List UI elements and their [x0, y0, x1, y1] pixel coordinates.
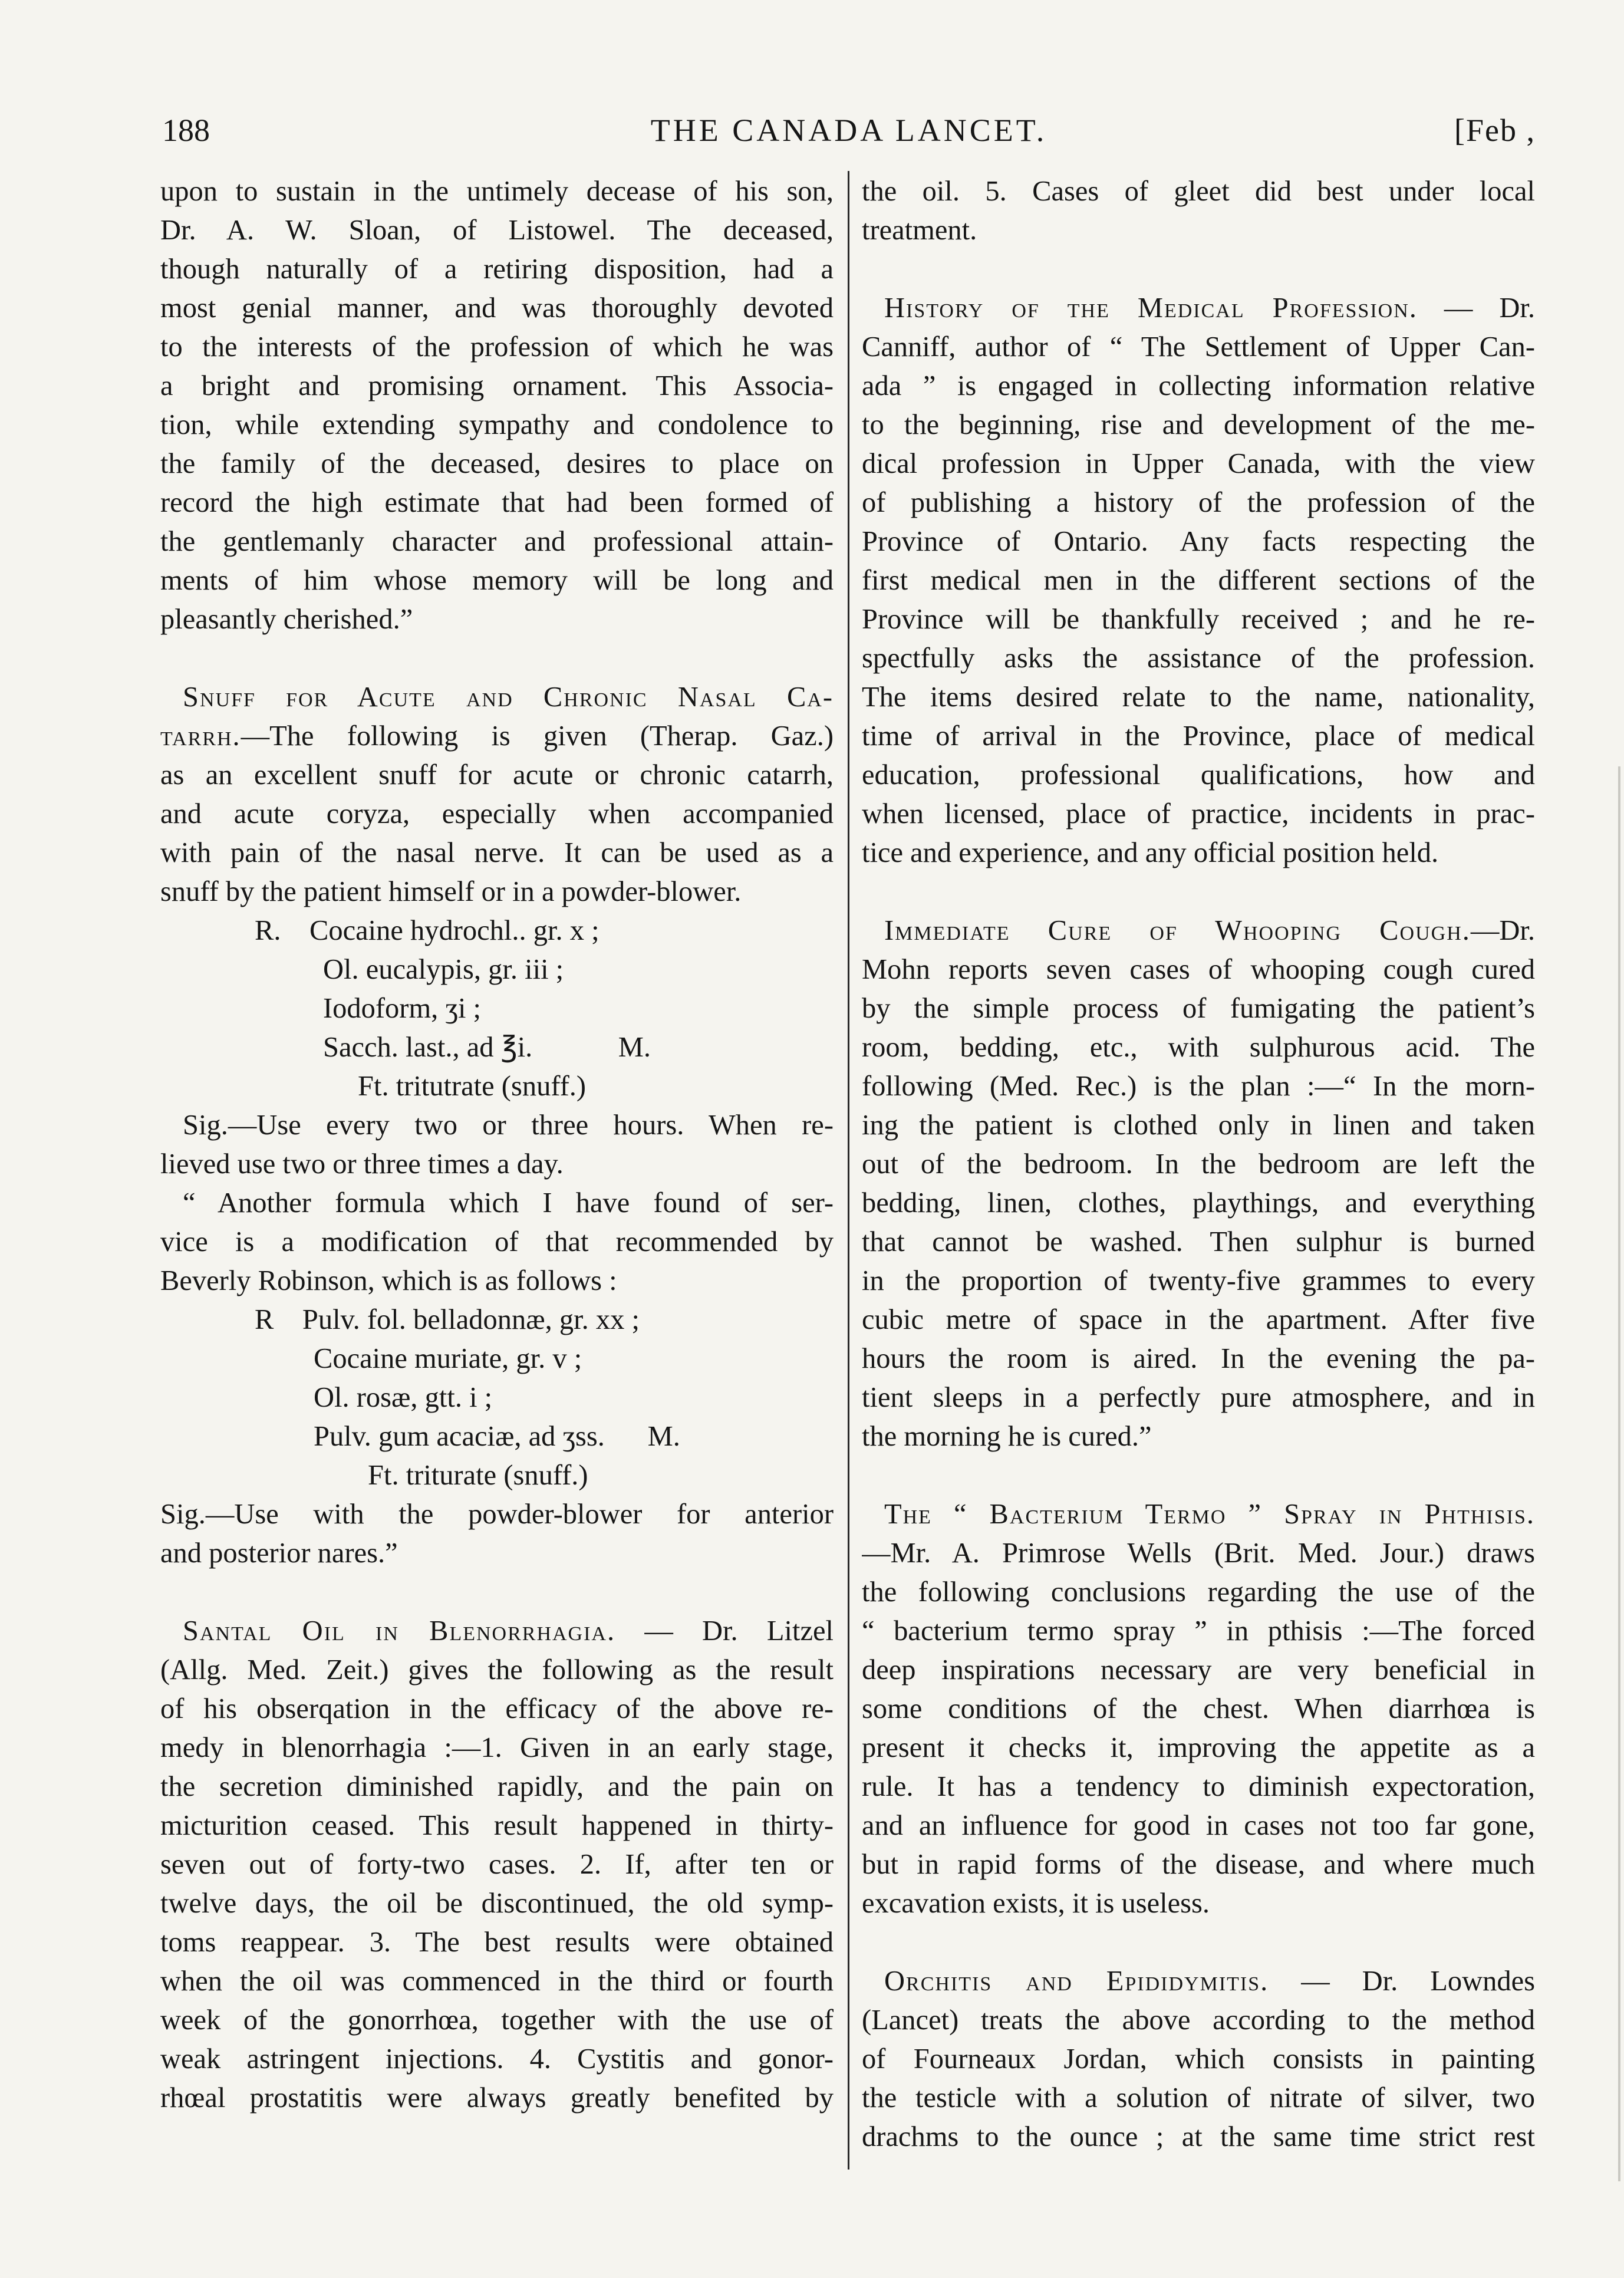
text-line [160, 911, 834, 950]
paragraph-gap [862, 873, 1535, 911]
text-line [160, 172, 834, 211]
line-text: Beverly Robinson, which is as follows : [160, 1265, 617, 1296]
text-line [160, 1184, 834, 1223]
text-line [160, 1767, 834, 1806]
line-text: toms reappear. 3. The best results were obtained [160, 1927, 834, 1958]
line-text: ments of him whose memory will be long and [160, 565, 834, 596]
text-line [862, 1767, 1535, 1806]
section-heading: Snuff for Acute and Chronic Nasal Ca- [183, 682, 834, 713]
text-line [160, 2001, 834, 2040]
text-line [160, 1612, 834, 1651]
running-header [162, 112, 1536, 159]
line-text: medy in blenorrhagia :—1. Given in an early stage, [160, 1732, 834, 1763]
line-text: but in rapid forms of the disease, and where much [862, 1849, 1535, 1880]
text-line [160, 678, 834, 717]
text-line [862, 483, 1535, 522]
text-line [862, 1612, 1535, 1651]
text-line [160, 1339, 834, 1378]
line-text: as an excellent snuff for acute or chronic catarrh, [160, 759, 834, 791]
text-line [160, 522, 834, 561]
text-line [160, 1223, 834, 1262]
line-text: seven out of forty-two cases. 2. If, after ten or [160, 1849, 834, 1880]
section-heading: tarrh. [160, 720, 241, 752]
text-line [862, 1301, 1535, 1339]
line-text: Cocaine muriate, gr. v ; [314, 1343, 582, 1374]
text-line [862, 1106, 1535, 1145]
line-text: Province will be thankfully received ; and he re- [862, 604, 1535, 635]
text-line [862, 1145, 1535, 1184]
line-text: treatment. [862, 215, 977, 246]
line-text: of Fourneaux Jordan, which consists in painting [862, 2043, 1535, 2075]
text-line [862, 211, 1535, 250]
paragraph-gap [862, 250, 1535, 289]
text-line [160, 1378, 834, 1417]
text-line [862, 1806, 1535, 1845]
line-text: bedding, linen, clothes, playthings, and everything [862, 1187, 1535, 1219]
column-divider [848, 171, 849, 2170]
line-text: The items desired relate to the name, nationality, [862, 682, 1535, 713]
text-line [862, 1028, 1535, 1067]
text-line [862, 989, 1535, 1028]
line-text: record the high estimate that had been formed of [160, 487, 834, 518]
line-text: rule. It has a tendency to diminish expectoration, [862, 1771, 1535, 1802]
section-heading: Orchitis and Epididymitis. [884, 1966, 1269, 1997]
line-text: when the oil was commenced in the third or fourth [160, 1966, 834, 1997]
text-line [160, 1806, 834, 1845]
line-text: a bright and promising ornament. This Associa- [160, 370, 834, 401]
line-text: Canniff, author of “ The Settlement of Upper Can- [862, 331, 1535, 363]
line-text: —Mr. A. Primrose Wells (Brit. Med. Jour.) draws [862, 1538, 1535, 1569]
line-text: —Dr. [1470, 915, 1535, 946]
line-text: and an influence for good in cases not too far gone, [862, 1810, 1535, 1841]
text-line [862, 1845, 1535, 1884]
line-text: and posterior nares.” [160, 1538, 398, 1569]
line-text: following (Med. Rec.) is the plan :—“ In the morn- [862, 1071, 1535, 1102]
text-line [160, 1729, 834, 1767]
text-line [862, 911, 1535, 950]
line-text: room, bedding, etc., with sulphurous acid. The [862, 1032, 1535, 1063]
text-line [160, 873, 834, 911]
line-text: cubic metre of space in the apartment. After five [862, 1304, 1535, 1335]
line-text: in the proportion of twenty-five grammes to every [862, 1265, 1535, 1296]
line-text: tion, while extending sympathy and condolence to [160, 409, 834, 440]
journal-title: THE CANADA LANCET. [650, 113, 1047, 148]
text-line [862, 1884, 1535, 1923]
line-text: hours the room is aired. In the evening the pa- [862, 1343, 1535, 1374]
paragraph-gap [160, 639, 834, 678]
line-text: lieved use two or three times a day. [160, 1148, 564, 1180]
text-line [160, 289, 834, 328]
line-text: the secretion diminished rapidly, and the pain on [160, 1771, 834, 1802]
line-text: Ol. eucalypis, gr. iii ; [323, 954, 564, 985]
line-text: Dr. A. W. Sloan, of Listowel. The deceased, [160, 215, 834, 246]
text-line [160, 1651, 834, 1690]
line-text: Sig.—Use every two or three hours. When re- [183, 1110, 834, 1141]
line-text: Sig.—Use with the powder-blower for anterior [160, 1499, 834, 1530]
line-text: Province of Ontario. Any facts respecting the [862, 526, 1535, 557]
text-line [862, 1378, 1535, 1417]
paragraph-gap [862, 1923, 1535, 1962]
line-text: some conditions of the chest. When diarrhœa is [862, 1693, 1535, 1724]
text-line [862, 756, 1535, 795]
line-text: “ Another formula which I have found of ser- [183, 1187, 834, 1219]
text-line [160, 367, 834, 406]
text-line [862, 600, 1535, 639]
text-line [862, 834, 1535, 873]
text-line [160, 1301, 834, 1339]
line-text: the family of the deceased, desires to place on [160, 448, 834, 479]
text-line [862, 1417, 1535, 1456]
text-line [160, 1106, 834, 1145]
text-line [160, 950, 834, 989]
text-line [862, 1495, 1535, 1534]
text-line [862, 1184, 1535, 1223]
text-line [862, 1339, 1535, 1378]
text-line [862, 950, 1535, 989]
line-text: — Dr. [1417, 292, 1535, 324]
line-text: dical profession in Upper Canada, with the view [862, 448, 1535, 479]
line-text: Pulv. gum acaciæ, ad ʒss. M. [314, 1421, 680, 1452]
text-line [862, 1262, 1535, 1301]
line-text: Iodoform, ʒi ; [323, 993, 482, 1024]
line-text: the morning he is cured.” [862, 1421, 1152, 1452]
text-line [160, 406, 834, 445]
line-text: tient sleeps in a perfectly pure atmosphere, and in [862, 1382, 1535, 1413]
line-text: R Pulv. fol. belladonnæ, gr. xx ; [255, 1304, 640, 1335]
text-line [160, 1456, 834, 1495]
text-line [862, 1729, 1535, 1767]
line-text: Ol. rosæ, gtt. i ; [314, 1382, 493, 1413]
text-line [160, 717, 834, 756]
line-text: “ bacterium termo spray ” in pthisis :—The forced [862, 1615, 1535, 1647]
text-line [160, 1962, 834, 2001]
line-text: twelve days, the oil be discontinued, the old symp- [160, 1888, 834, 1919]
text-line [862, 639, 1535, 678]
text-line [160, 1417, 834, 1456]
line-text: time of arrival in the Province, place of medical [862, 720, 1535, 752]
text-line [862, 2001, 1535, 2040]
text-line [862, 328, 1535, 367]
text-line [160, 1845, 834, 1884]
left-column [160, 172, 834, 2118]
text-line [862, 2118, 1535, 2157]
text-line [160, 211, 834, 250]
text-line [862, 795, 1535, 834]
text-line [862, 289, 1535, 328]
text-line [862, 717, 1535, 756]
line-text: micturition ceased. This result happened in thirty- [160, 1810, 834, 1841]
text-line [862, 367, 1535, 406]
text-line [160, 1067, 834, 1106]
section-heading: Santal Oil in Blenorrhagia. [183, 1615, 616, 1647]
text-line [862, 172, 1535, 211]
section-heading: History of the Medical Profession. [884, 292, 1418, 324]
text-line [160, 1145, 834, 1184]
text-line [160, 834, 834, 873]
line-text: out of the bedroom. In the bedroom are left the [862, 1148, 1535, 1180]
line-text: the oil. 5. Cases of gleet did best under local [862, 176, 1535, 207]
text-line [160, 561, 834, 600]
text-line [160, 1884, 834, 1923]
line-text: education, professional qualifications, how and [862, 759, 1535, 791]
text-line [160, 483, 834, 522]
line-text: Ft. tritutrate (snuff.) [358, 1071, 587, 1102]
page-number: 188 [162, 113, 210, 148]
text-line [160, 1923, 834, 1962]
text-line [862, 1534, 1535, 1573]
line-text: and acute coryza, especially when accompanied [160, 798, 834, 829]
text-line [160, 1690, 834, 1729]
line-text: present it checks it, improving the appetite as a [862, 1732, 1535, 1763]
line-text: Mohn reports seven cases of whooping cough cured [862, 954, 1535, 985]
line-text: R. Cocaine hydrochl.. gr. x ; [255, 915, 599, 946]
text-line [862, 2079, 1535, 2118]
line-text: (Lancet) treats the above according to the method [862, 2004, 1535, 2036]
section-heading: The “ Bacterium Termo ” Spray in Phthisis. [884, 1499, 1535, 1530]
text-line [160, 989, 834, 1028]
line-text: excavation exists, it is useless. [862, 1888, 1210, 1919]
text-line [160, 328, 834, 367]
line-text: ada ” is engaged in collecting information relative [862, 370, 1535, 401]
line-text: that cannot be washed. Then sulphur is burned [862, 1226, 1535, 1257]
text-line [160, 1534, 834, 1573]
text-line [160, 795, 834, 834]
text-line [862, 1223, 1535, 1262]
line-text: though naturally of a retiring disposition, had a [160, 254, 834, 285]
line-text: first medical men in the different sections of the [862, 565, 1535, 596]
line-text: upon to sustain in the untimely decease of his son, [160, 176, 834, 207]
line-text: most genial manner, and was thoroughly devoted [160, 292, 834, 324]
line-text: rhœal prostatitis were always greatly benefited by [160, 2082, 834, 2114]
line-text: — Dr. Lowndes [1269, 1966, 1535, 1997]
line-text: the following conclusions regarding the use of the [862, 1576, 1535, 1608]
line-text: to the interests of the profession of which he was [160, 331, 834, 363]
line-text: ing the patient is clothed only in linen and taken [862, 1110, 1535, 1141]
line-text: when licensed, place of practice, incidents in prac- [862, 798, 1535, 829]
line-text: Sacch. last., ad ℥i. M. [323, 1032, 651, 1063]
text-line [862, 678, 1535, 717]
text-line [862, 1962, 1535, 2001]
text-line [862, 1067, 1535, 1106]
text-line [160, 756, 834, 795]
line-text: vice is a modification of that recommended by [160, 1226, 834, 1257]
section-heading: Immediate Cure of Whooping Cough. [884, 915, 1471, 946]
line-text: pleasantly cherished.” [160, 604, 413, 635]
line-text: of publishing a history of the profession of the [862, 487, 1535, 518]
text-line [160, 1495, 834, 1534]
text-line [862, 1690, 1535, 1729]
line-text: to the beginning, rise and development of the me- [862, 409, 1535, 440]
text-line [160, 1028, 834, 1067]
text-line [160, 2040, 834, 2079]
line-text: Ft. triturate (snuff.) [368, 1460, 588, 1491]
text-line [862, 406, 1535, 445]
line-text: the gentlemanly character and professional attain- [160, 526, 834, 557]
text-line [160, 600, 834, 639]
issue-date: [Feb , [1454, 113, 1536, 148]
line-text: —The following is given (Therap. Gaz.) [241, 720, 834, 752]
line-text: week of the gonorrhœa, together with the use of [160, 2004, 834, 2036]
text-line [862, 522, 1535, 561]
text-line [862, 1573, 1535, 1612]
line-text: spectfully asks the assistance of the profession. [862, 643, 1535, 674]
paragraph-gap [160, 1573, 834, 1612]
line-text: with pain of the nasal nerve. It can be used as a [160, 837, 834, 868]
line-text: tice and experience, and any official position held. [862, 837, 1439, 868]
page-edge-shadow [1618, 766, 1620, 2181]
text-line [862, 561, 1535, 600]
text-line [862, 1651, 1535, 1690]
line-text: snuff by the patient himself or in a powder-blower. [160, 876, 742, 907]
line-text: of his obserqation in the efficacy of the above re- [160, 1693, 834, 1724]
text-line [862, 445, 1535, 483]
text-line [160, 445, 834, 483]
right-column [862, 172, 1535, 2157]
line-text: by the simple process of fumigating the patient’s [862, 993, 1535, 1024]
line-text: deep inspirations necessary are very beneficial in [862, 1654, 1535, 1686]
line-text: weak astringent injections. 4. Cystitis and gonor- [160, 2043, 834, 2075]
line-text: (Allg. Med. Zeit.) gives the following as the result [160, 1654, 834, 1686]
text-line [160, 250, 834, 289]
line-text: the testicle with a solution of nitrate of silver, two [862, 2082, 1535, 2114]
text-line [862, 2040, 1535, 2079]
line-text: drachms to the ounce ; at the same time strict rest [862, 2121, 1535, 2152]
line-text: — Dr. Litzel [615, 1615, 834, 1647]
text-line [160, 1262, 834, 1301]
text-line [160, 2079, 834, 2118]
paragraph-gap [862, 1456, 1535, 1495]
